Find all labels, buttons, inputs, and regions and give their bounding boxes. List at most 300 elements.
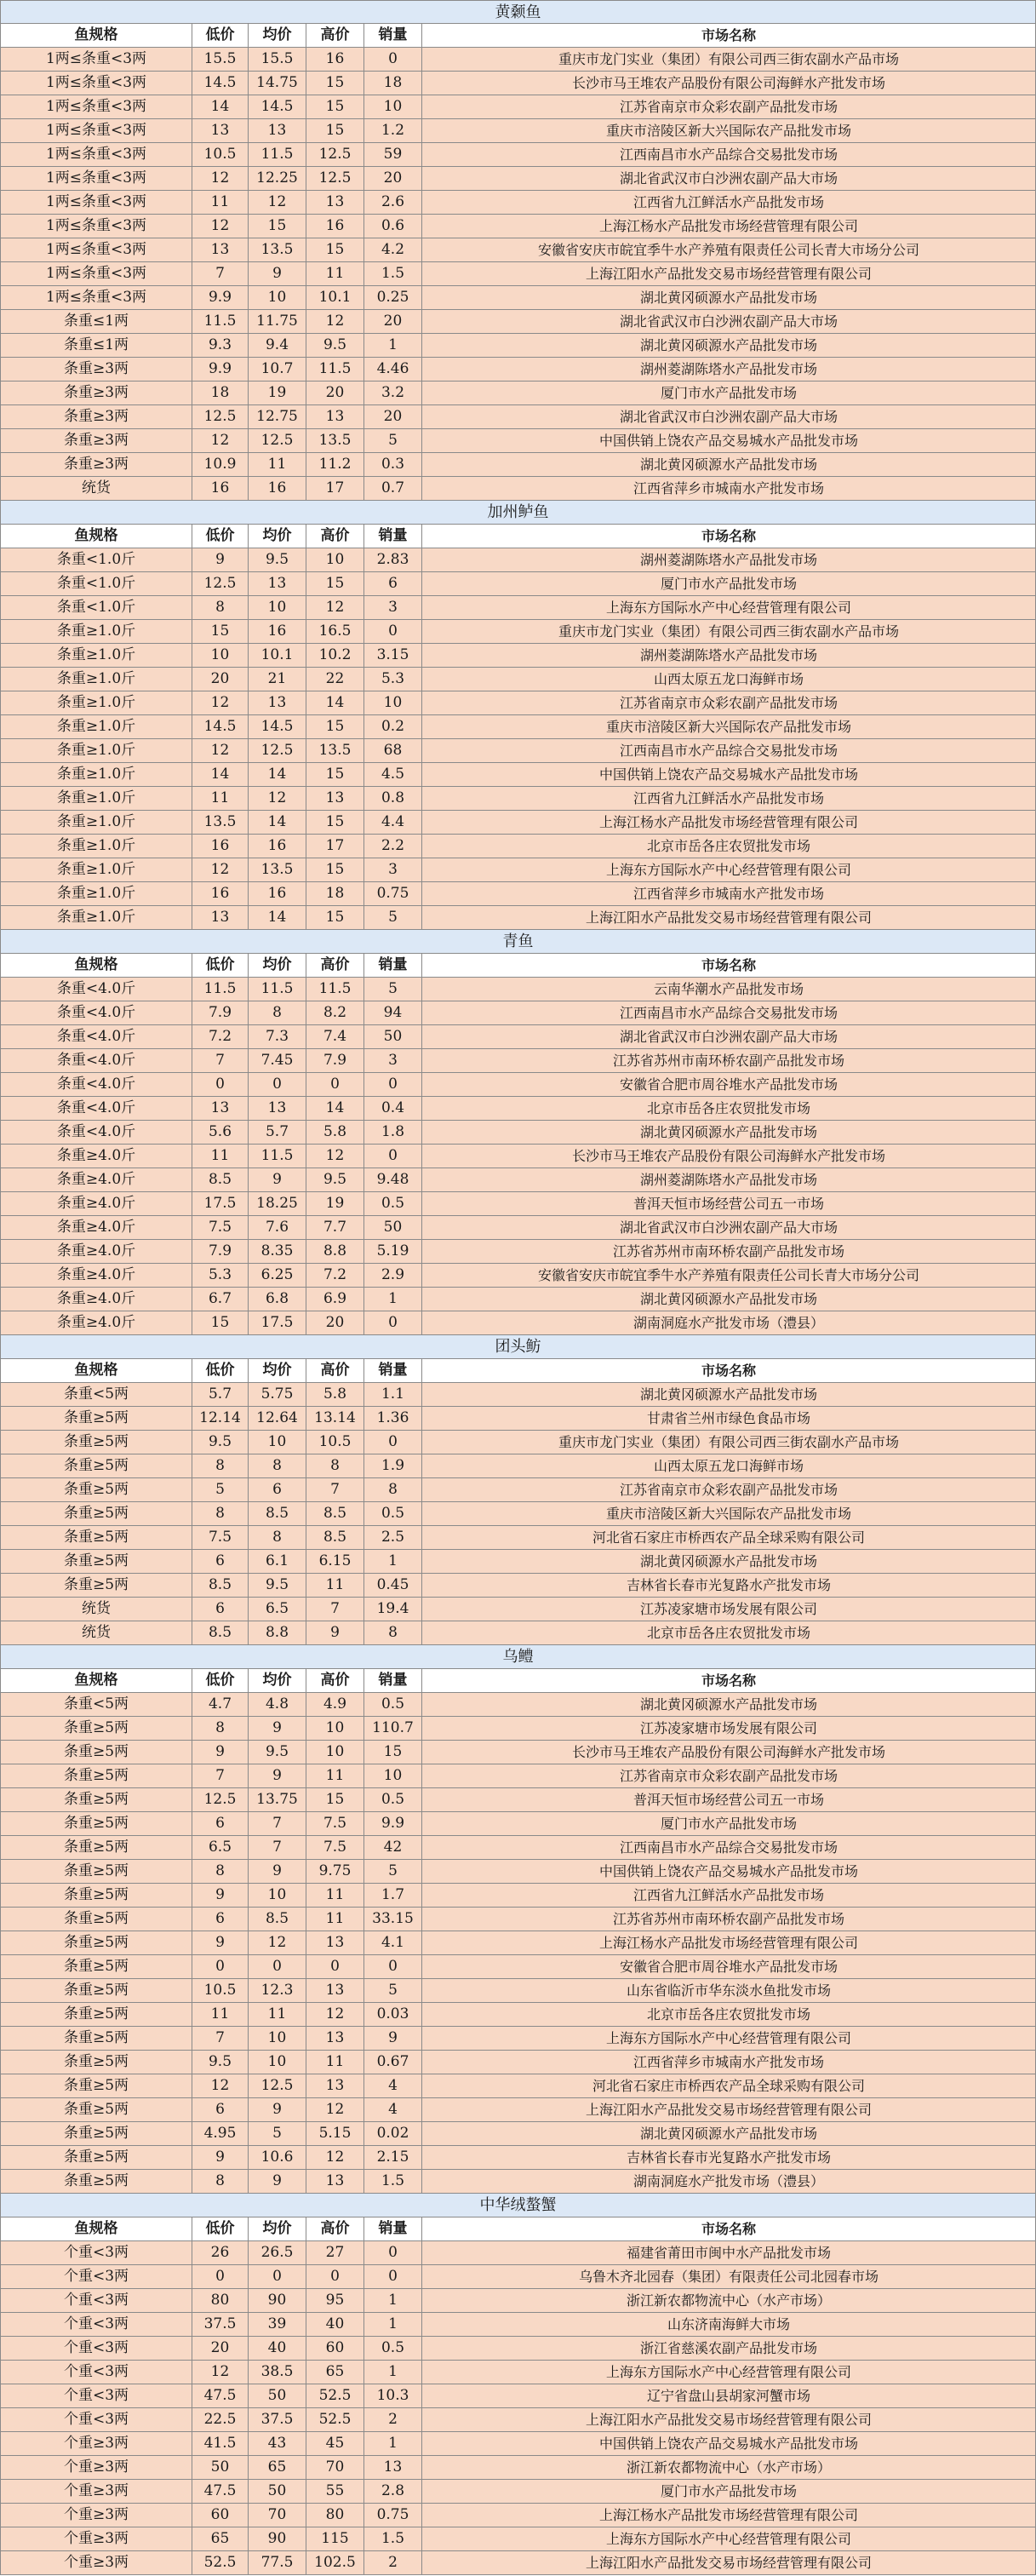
table-row <box>0 1168 1036 1192</box>
avg-price-cell: 90 <box>249 2527 306 2551</box>
volume-cell: 2.83 <box>364 548 422 572</box>
avg-price-cell: 16 <box>249 882 306 906</box>
spec-cell: 个重≥3两 <box>0 2504 192 2527</box>
market-name-cell: 重庆市涪陵区新大兴国际农产品批发市场 <box>422 715 1036 739</box>
spec-cell: 条重<4.0斤 <box>0 1073 192 1097</box>
market-name-cell: 厦门市水产品批发市场 <box>422 572 1036 596</box>
low-price-cell: 11 <box>192 1145 249 1168</box>
avg-price-cell: 12 <box>249 1931 306 1955</box>
market-name-cell: 中国供销上饶农产品交易城水产品批发市场 <box>422 1860 1036 1884</box>
high-price-cell: 13 <box>306 2027 364 2051</box>
high-price-cell: 102.5 <box>306 2551 364 2575</box>
low-price-cell: 11.5 <box>192 978 249 1001</box>
table-row <box>0 548 1036 572</box>
species-section <box>0 930 1036 1335</box>
volume-cell: 4.2 <box>364 238 422 262</box>
avg-price-cell: 12.3 <box>249 1979 306 2003</box>
avg-price-cell: 50 <box>249 2480 306 2504</box>
avg-price-cell: 8.5 <box>249 1502 306 1526</box>
market-name-cell: 吉林省长春市光复路水产批发市场 <box>422 1574 1036 1598</box>
market-name-cell: 湖北黄冈硕源水产品批发市场 <box>422 2122 1036 2146</box>
volume-cell: 2 <box>364 2408 422 2432</box>
spec-cell: 个重<3两 <box>0 2241 192 2265</box>
table-row <box>0 1145 1036 1168</box>
table-row <box>0 1741 1036 1764</box>
volume-cell: 1 <box>364 2432 422 2456</box>
low-price-cell: 47.5 <box>192 2384 249 2408</box>
market-name-cell: 福建省莆田市闽中水产品批发市场 <box>422 2241 1036 2265</box>
volume-cell: 4.46 <box>364 358 422 382</box>
market-name-cell: 河北省石家庄市桥西农产品全球采购有限公司 <box>422 2074 1036 2098</box>
avg-price-cell: 8 <box>249 1001 306 1025</box>
low-price-cell: 65 <box>192 2527 249 2551</box>
market-name-cell: 湖北黄冈硕源水产品批发市场 <box>422 1288 1036 1311</box>
spec-cell: 条重≥1.0斤 <box>0 715 192 739</box>
market-name-cell: 江苏省苏州市南环桥农副产品批发市场 <box>422 1908 1036 1931</box>
volume-cell: 5 <box>364 1979 422 2003</box>
table-row <box>0 1311 1036 1335</box>
spec-cell: 条重≥5两 <box>0 1431 192 1454</box>
low-price-cell: 8.5 <box>192 1574 249 1598</box>
spec-cell: 1两≤条重<3两 <box>0 72 192 95</box>
avg-price-cell: 9 <box>249 2170 306 2194</box>
avg-price-cell: 9.4 <box>249 334 306 358</box>
low-price-cell: 8 <box>192 2170 249 2194</box>
spec-cell: 条重≥5两 <box>0 1979 192 2003</box>
high-price-cell: 20 <box>306 382 364 405</box>
table-row <box>0 1908 1036 1931</box>
avg-price-cell: 10 <box>249 1884 306 1908</box>
low-price-cell: 9.5 <box>192 2051 249 2074</box>
table-row <box>0 262 1036 286</box>
table-row <box>0 429 1036 453</box>
high-price-cell: 19 <box>306 1192 364 1216</box>
low-price-cell: 10 <box>192 644 249 668</box>
table-row <box>0 2504 1036 2527</box>
avg-price-cell: 7 <box>249 1836 306 1860</box>
table-row <box>0 739 1036 763</box>
high-price-header: 高价 <box>306 24 364 48</box>
low-price-cell: 12 <box>192 2074 249 2098</box>
volume-cell: 50 <box>364 1025 422 1049</box>
spec-header: 鱼规格 <box>0 2217 192 2241</box>
market-name-cell: 江苏凌家塘市场发展有限公司 <box>422 1717 1036 1741</box>
high-price-cell: 13 <box>306 1931 364 1955</box>
avg-price-cell: 39 <box>249 2313 306 2337</box>
volume-cell: 10.3 <box>364 2384 422 2408</box>
table-row <box>0 1454 1036 1478</box>
spec-cell: 条重≥1.0斤 <box>0 835 192 858</box>
low-price-cell: 9 <box>192 1741 249 1764</box>
volume-cell: 1.7 <box>364 1884 422 1908</box>
market-name-cell: 江西南昌市水产品综合交易批发市场 <box>422 143 1036 167</box>
table-row <box>0 1764 1036 1788</box>
high-price-cell: 5.8 <box>306 1121 364 1145</box>
high-price-cell: 11.5 <box>306 358 364 382</box>
avg-price-cell: 26.5 <box>249 2241 306 2265</box>
volume-cell: 0 <box>364 2265 422 2289</box>
high-price-cell: 17 <box>306 477 364 501</box>
table-row <box>0 715 1036 739</box>
high-price-header: 高价 <box>306 1669 364 1693</box>
avg-price-cell: 10.1 <box>249 644 306 668</box>
avg-price-cell: 10 <box>249 596 306 620</box>
high-price-cell: 15 <box>306 858 364 882</box>
spec-cell: 条重≥4.0斤 <box>0 1311 192 1335</box>
market-name-cell: 厦门市水产品批发市场 <box>422 2480 1036 2504</box>
spec-cell: 条重≥5两 <box>0 1884 192 1908</box>
table-row <box>0 2170 1036 2194</box>
table-row <box>0 763 1036 787</box>
market-name-header: 市场名称 <box>422 954 1036 978</box>
avg-price-cell: 11 <box>249 2003 306 2027</box>
species-section <box>0 1645 1036 2194</box>
market-name-cell: 厦门市水产品批发市场 <box>422 382 1036 405</box>
table-row <box>0 572 1036 596</box>
avg-price-header: 均价 <box>249 24 306 48</box>
volume-cell: 1.9 <box>364 1454 422 1478</box>
spec-cell: 条重≥5两 <box>0 2074 192 2098</box>
avg-price-cell: 10.7 <box>249 358 306 382</box>
table-row <box>0 1216 1036 1240</box>
avg-price-cell: 16 <box>249 835 306 858</box>
market-name-cell: 辽宁省盘山县胡家河蟹市场 <box>422 2384 1036 2408</box>
volume-cell: 8 <box>364 1621 422 1645</box>
high-price-cell: 7 <box>306 1598 364 1621</box>
spec-cell: 1两≤条重<3两 <box>0 286 192 310</box>
table-row <box>0 1598 1036 1621</box>
header-row <box>0 2217 1036 2241</box>
spec-cell: 条重<4.0斤 <box>0 1097 192 1121</box>
avg-price-cell: 7.6 <box>249 1216 306 1240</box>
volume-cell: 10 <box>364 1764 422 1788</box>
high-price-cell: 15 <box>306 95 364 119</box>
spec-cell: 条重≥5两 <box>0 2146 192 2170</box>
spec-cell: 条重<1.0斤 <box>0 548 192 572</box>
avg-price-cell: 14 <box>249 811 306 835</box>
species-title: 加州鲈鱼 <box>0 501 1036 525</box>
avg-price-cell: 14.5 <box>249 95 306 119</box>
market-name-cell: 厦门市水产品批发市场 <box>422 1812 1036 1836</box>
market-name-cell: 长沙市马王堆农产品股份有限公司海鲜水产批发市场 <box>422 1741 1036 1764</box>
low-price-cell: 4.7 <box>192 1693 249 1717</box>
spec-cell: 统货 <box>0 477 192 501</box>
high-price-cell: 95 <box>306 2289 364 2313</box>
volume-cell: 0.5 <box>364 2337 422 2361</box>
market-name-cell: 湖北黄冈硕源水产品批发市场 <box>422 286 1036 310</box>
avg-price-cell: 12 <box>249 787 306 811</box>
spec-cell: 个重<3两 <box>0 2289 192 2313</box>
table-row <box>0 2027 1036 2051</box>
volume-cell: 20 <box>364 405 422 429</box>
low-price-cell: 9.9 <box>192 286 249 310</box>
high-price-header: 高价 <box>306 1359 364 1383</box>
low-price-cell: 7.9 <box>192 1001 249 1025</box>
high-price-cell: 15 <box>306 715 364 739</box>
spec-cell: 个重<3两 <box>0 2384 192 2408</box>
volume-cell: 0 <box>364 1073 422 1097</box>
market-name-cell: 北京市岳各庄农贸批发市场 <box>422 1097 1036 1121</box>
high-price-cell: 9.5 <box>306 1168 364 1192</box>
volume-cell: 4.1 <box>364 1931 422 1955</box>
low-price-cell: 8 <box>192 1717 249 1741</box>
low-price-cell: 8.5 <box>192 1621 249 1645</box>
low-price-header: 低价 <box>192 2217 249 2241</box>
table-row <box>0 1621 1036 1645</box>
low-price-cell: 6 <box>192 1812 249 1836</box>
table-row <box>0 1979 1036 2003</box>
spec-cell: 条重≥1.0斤 <box>0 739 192 763</box>
market-name-cell: 湖北黄冈硕源水产品批发市场 <box>422 1550 1036 1574</box>
volume-cell: 5 <box>364 906 422 930</box>
spec-cell: 个重≥3两 <box>0 2527 192 2551</box>
volume-cell: 9.9 <box>364 1812 422 1836</box>
spec-cell: 条重≥3两 <box>0 429 192 453</box>
volume-cell: 9 <box>364 2027 422 2051</box>
table-row <box>0 1812 1036 1836</box>
high-price-cell: 15 <box>306 906 364 930</box>
volume-cell: 1.5 <box>364 2527 422 2551</box>
avg-price-cell: 8.5 <box>249 1908 306 1931</box>
spec-cell: 条重≥5两 <box>0 1550 192 1574</box>
spec-cell: 个重<3两 <box>0 2361 192 2384</box>
high-price-cell: 22 <box>306 668 364 691</box>
avg-price-cell: 5.75 <box>249 1383 306 1407</box>
spec-cell: 个重<3两 <box>0 2265 192 2289</box>
avg-price-cell: 15.5 <box>249 48 306 72</box>
market-name-cell: 上海江阳水产品批发交易市场经营管理有限公司 <box>422 906 1036 930</box>
low-price-cell: 10.5 <box>192 1979 249 2003</box>
table-row <box>0 453 1036 477</box>
table-row <box>0 1931 1036 1955</box>
high-price-cell: 8 <box>306 1454 364 1478</box>
spec-cell: 1两≤条重<3两 <box>0 48 192 72</box>
market-name-cell: 江西省九江鲜活水产品批发市场 <box>422 787 1036 811</box>
market-name-cell: 上海江阳水产品批发交易市场经营管理有限公司 <box>422 2098 1036 2122</box>
high-price-cell: 11.5 <box>306 978 364 1001</box>
spec-cell: 条重≥4.0斤 <box>0 1145 192 1168</box>
low-price-cell: 0 <box>192 1073 249 1097</box>
low-price-cell: 12 <box>192 691 249 715</box>
header-row <box>0 525 1036 548</box>
table-row <box>0 2003 1036 2027</box>
market-name-cell: 重庆市涪陵区新大兴国际农产品批发市场 <box>422 1502 1036 1526</box>
table-row <box>0 72 1036 95</box>
high-price-cell: 10.5 <box>306 1431 364 1454</box>
species-title: 黄颡鱼 <box>0 0 1036 24</box>
market-name-cell: 上海江阳水产品批发交易市场经营管理有限公司 <box>422 262 1036 286</box>
high-price-cell: 7 <box>306 1478 364 1502</box>
high-price-cell: 15 <box>306 1788 364 1812</box>
low-price-cell: 4.95 <box>192 2122 249 2146</box>
high-price-cell: 5.15 <box>306 2122 364 2146</box>
market-name-cell: 云南华潮水产品批发市场 <box>422 978 1036 1001</box>
volume-cell: 0.4 <box>364 1097 422 1121</box>
volume-cell: 5 <box>364 978 422 1001</box>
volume-cell: 20 <box>364 310 422 334</box>
spec-cell: 统货 <box>0 1621 192 1645</box>
high-price-cell: 11 <box>306 1908 364 1931</box>
table-row <box>0 1240 1036 1264</box>
table-row <box>0 167 1036 191</box>
market-name-cell: 上海江杨水产品批发市场经营管理有限公司 <box>422 1931 1036 1955</box>
market-name-cell: 湖北省武汉市白沙洲农副产品大市场 <box>422 1216 1036 1240</box>
market-name-cell: 上海江杨水产品批发市场经营管理有限公司 <box>422 811 1036 835</box>
spec-cell: 条重≥5两 <box>0 1502 192 1526</box>
high-price-cell: 0 <box>306 1955 364 1979</box>
market-name-cell: 山西太原五龙口海鲜市场 <box>422 668 1036 691</box>
low-price-cell: 7 <box>192 2027 249 2051</box>
high-price-cell: 12 <box>306 2098 364 2122</box>
spec-cell: 条重≤1两 <box>0 310 192 334</box>
market-name-cell: 长沙市马王堆农产品股份有限公司海鲜水产批发市场 <box>422 72 1036 95</box>
high-price-cell: 6.15 <box>306 1550 364 1574</box>
low-price-header: 低价 <box>192 1359 249 1383</box>
low-price-cell: 8 <box>192 1454 249 1478</box>
avg-price-cell: 9 <box>249 1168 306 1192</box>
high-price-cell: 40 <box>306 2313 364 2337</box>
table-row <box>0 1526 1036 1550</box>
spec-cell: 1两≤条重<3两 <box>0 143 192 167</box>
spec-cell: 条重≥4.0斤 <box>0 1192 192 1216</box>
market-name-cell: 中国供销上饶农产品交易城水产品批发市场 <box>422 763 1036 787</box>
market-name-cell: 江苏省南京市众彩农副产品批发市场 <box>422 691 1036 715</box>
market-name-cell: 浙江新农都物流中心（水产市场） <box>422 2289 1036 2313</box>
avg-price-cell: 11.75 <box>249 310 306 334</box>
market-name-cell: 湖南洞庭水产批发市场（澧县） <box>422 2170 1036 2194</box>
volume-cell: 0.2 <box>364 715 422 739</box>
spec-cell: 个重<3两 <box>0 2408 192 2432</box>
volume-cell: 0.25 <box>364 286 422 310</box>
low-price-cell: 0 <box>192 2265 249 2289</box>
volume-cell: 15 <box>364 1741 422 1764</box>
volume-cell: 68 <box>364 739 422 763</box>
volume-cell: 42 <box>364 1836 422 1860</box>
low-price-cell: 9.5 <box>192 1431 249 1454</box>
high-price-cell: 13 <box>306 2170 364 2194</box>
spec-cell: 1两≤条重<3两 <box>0 238 192 262</box>
high-price-cell: 12 <box>306 2146 364 2170</box>
table-row <box>0 906 1036 930</box>
avg-price-cell: 12 <box>249 191 306 215</box>
volume-cell: 0.6 <box>364 215 422 238</box>
market-name-cell: 湖州菱湖陈塔水产品批发市场 <box>422 644 1036 668</box>
volume-cell: 5.3 <box>364 668 422 691</box>
high-price-cell: 14 <box>306 1097 364 1121</box>
table-row <box>0 1955 1036 1979</box>
spec-cell: 条重≥5两 <box>0 1574 192 1598</box>
spec-cell: 1两≤条重<3两 <box>0 119 192 143</box>
avg-price-cell: 19 <box>249 382 306 405</box>
avg-price-cell: 9 <box>249 1717 306 1741</box>
volume-cell: 0.8 <box>364 787 422 811</box>
volume-cell: 1.8 <box>364 1121 422 1145</box>
spec-cell: 条重≥1.0斤 <box>0 858 192 882</box>
market-name-cell: 安徽省合肥市周谷堆水产品批发市场 <box>422 1955 1036 1979</box>
low-price-cell: 60 <box>192 2504 249 2527</box>
volume-cell: 2.5 <box>364 1526 422 1550</box>
market-name-cell: 安徽省安庆市皖宜季牛水产养殖有限责任公司长青大市场分公司 <box>422 238 1036 262</box>
high-price-cell: 13 <box>306 191 364 215</box>
market-name-cell: 上海东方国际水产中心经营管理有限公司 <box>422 2361 1036 2384</box>
avg-price-cell: 6 <box>249 1478 306 1502</box>
volume-cell: 4 <box>364 2074 422 2098</box>
volume-cell: 3 <box>364 858 422 882</box>
high-price-cell: 7.5 <box>306 1836 364 1860</box>
species-title: 青鱼 <box>0 930 1036 954</box>
volume-cell: 0.75 <box>364 2504 422 2527</box>
high-price-cell: 7.9 <box>306 1049 364 1073</box>
market-name-cell: 安徽省合肥市周谷堆水产品批发市场 <box>422 1073 1036 1097</box>
low-price-cell: 13 <box>192 1097 249 1121</box>
avg-price-cell: 15 <box>249 215 306 238</box>
market-name-cell: 湖州菱湖陈塔水产品批发市场 <box>422 358 1036 382</box>
spec-cell: 条重≥4.0斤 <box>0 1288 192 1311</box>
table-row <box>0 1264 1036 1288</box>
low-price-cell: 8 <box>192 1502 249 1526</box>
market-name-cell: 北京市岳各庄农贸批发市场 <box>422 835 1036 858</box>
avg-price-cell: 12.5 <box>249 739 306 763</box>
table-row <box>0 644 1036 668</box>
high-price-cell: 15 <box>306 572 364 596</box>
low-price-cell: 16 <box>192 835 249 858</box>
volume-cell: 0.3 <box>364 453 422 477</box>
table-row <box>0 2074 1036 2098</box>
low-price-cell: 0 <box>192 1955 249 1979</box>
avg-price-cell: 11.5 <box>249 1145 306 1168</box>
table-row <box>0 1288 1036 1311</box>
volume-cell: 1 <box>364 1550 422 1574</box>
spec-cell: 条重≥5两 <box>0 1526 192 1550</box>
market-name-cell: 安徽省安庆市皖宜季牛水产养殖有限责任公司长青大市场分公司 <box>422 1264 1036 1288</box>
table-row <box>0 1025 1036 1049</box>
low-price-cell: 6.7 <box>192 1288 249 1311</box>
market-name-cell: 湖北黄冈硕源水产品批发市场 <box>422 334 1036 358</box>
high-price-cell: 8.5 <box>306 1526 364 1550</box>
volume-cell: 4.4 <box>364 811 422 835</box>
table-row <box>0 1073 1036 1097</box>
species-title: 中华绒螯蟹 <box>0 2194 1036 2217</box>
volume-cell: 2.15 <box>364 2146 422 2170</box>
avg-price-cell: 13.75 <box>249 1788 306 1812</box>
low-price-cell: 15.5 <box>192 48 249 72</box>
table-row <box>0 2432 1036 2456</box>
header-row <box>0 1359 1036 1383</box>
volume-header: 销量 <box>364 1359 422 1383</box>
avg-price-cell: 12.5 <box>249 2074 306 2098</box>
table-row <box>0 2408 1036 2432</box>
high-price-cell: 12.5 <box>306 167 364 191</box>
high-price-cell: 11 <box>306 262 364 286</box>
volume-cell: 0.02 <box>364 2122 422 2146</box>
market-name-cell: 普洱天恒市场经营公司五一市场 <box>422 1192 1036 1216</box>
high-price-cell: 7.5 <box>306 1812 364 1836</box>
spec-cell: 条重≥5两 <box>0 1741 192 1764</box>
high-price-cell: 11 <box>306 1884 364 1908</box>
low-price-cell: 11 <box>192 2003 249 2027</box>
volume-cell: 8 <box>364 1478 422 1502</box>
high-price-cell: 16 <box>306 215 364 238</box>
volume-cell: 0.7 <box>364 477 422 501</box>
market-name-cell: 江苏凌家塘市场发展有限公司 <box>422 1598 1036 1621</box>
volume-cell: 1.2 <box>364 119 422 143</box>
low-price-cell: 13 <box>192 238 249 262</box>
market-name-cell: 河北省石家庄市桥西农产品全球采购有限公司 <box>422 1526 1036 1550</box>
market-name-cell: 湖北黄冈硕源水产品批发市场 <box>422 1121 1036 1145</box>
volume-cell: 1 <box>364 2289 422 2313</box>
market-name-cell: 浙江新农都物流中心（水产市场） <box>422 2456 1036 2480</box>
spec-cell: 条重≥4.0斤 <box>0 1216 192 1240</box>
